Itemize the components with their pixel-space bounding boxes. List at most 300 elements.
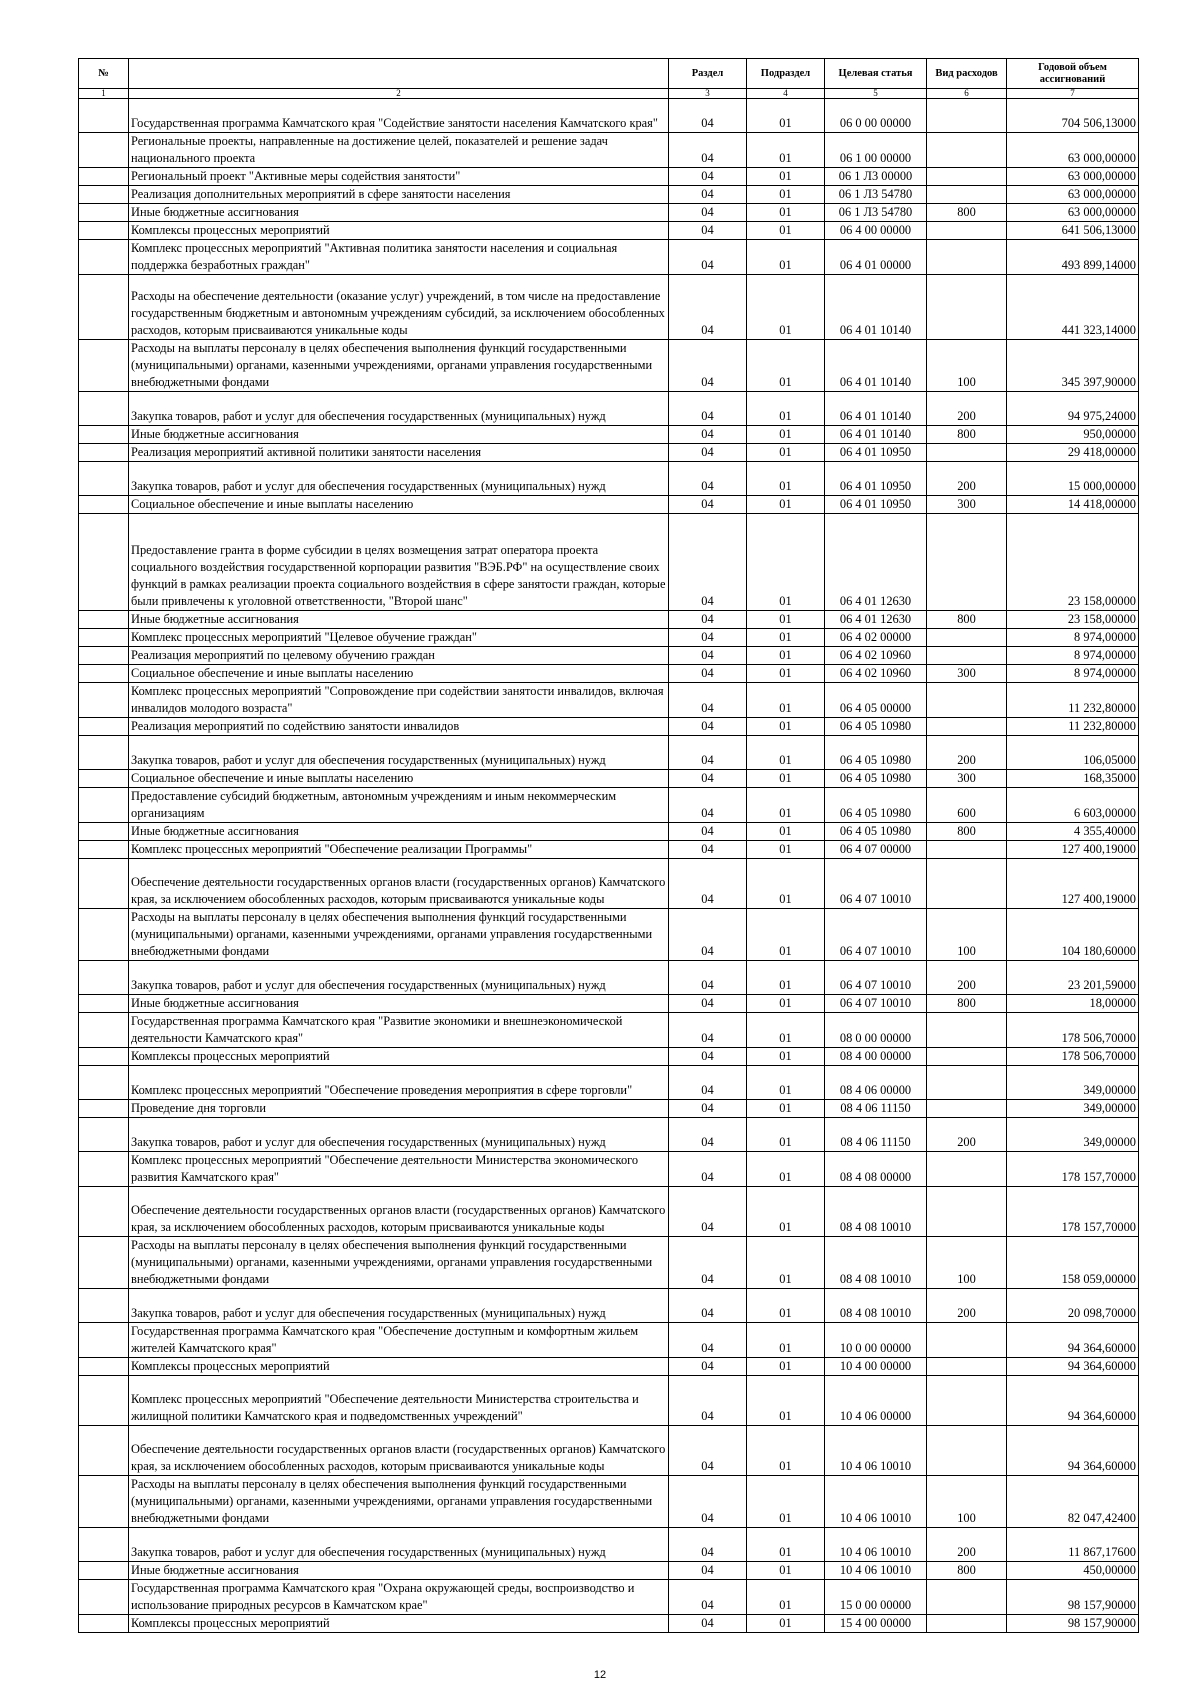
col-number-1: 1 [79, 89, 129, 99]
annual-volume-cell: 168,35000 [1007, 770, 1139, 788]
budget-allocation-table [78, 58, 1139, 1633]
table-row [79, 1376, 1139, 1426]
row-number-cell [79, 1323, 129, 1358]
podrazdel-cell: 01 [747, 665, 825, 683]
annual-volume-cell: 11 867,17600 [1007, 1528, 1139, 1562]
expense-type-cell [927, 1100, 1007, 1118]
col-number-3: 3 [669, 89, 747, 99]
row-number-cell [79, 1562, 129, 1580]
expense-type-cell [927, 168, 1007, 186]
col-number-2: 2 [129, 89, 669, 99]
razdel-cell: 04 [669, 995, 747, 1013]
row-number-cell [79, 1118, 129, 1152]
item-name-cell: Государственная программа Камчатского края "Развитие экономики и внешнеэкономической деятельности Камчатского края" [129, 1013, 669, 1048]
razdel-cell: 04 [669, 1376, 747, 1426]
table-row [79, 496, 1139, 514]
row-number-cell [79, 718, 129, 736]
row-number-cell [79, 683, 129, 718]
expense-type-cell [927, 514, 1007, 611]
annual-volume-cell: 63 000,00000 [1007, 204, 1139, 222]
item-name-cell: Обеспечение деятельности государственных органов власти (государственных органов) Камчатского края, за исключением обособленных расходов, которым присваиваются уникальные коды [129, 859, 669, 909]
item-name-cell: Расходы на выплаты персоналу в целях обеспечения выполнения функций государственными (муниципальными) органами, казенными учреждениями, органами управления государственными внебюджетными фондами [129, 1237, 669, 1289]
row-number-cell [79, 841, 129, 859]
podrazdel-cell: 01 [747, 1323, 825, 1358]
row-number-cell [79, 1580, 129, 1615]
expense-type-cell [927, 629, 1007, 647]
podrazdel-cell: 01 [747, 1237, 825, 1289]
podrazdel-cell: 01 [747, 186, 825, 204]
annual-volume-cell: 8 974,00000 [1007, 647, 1139, 665]
razdel-cell: 04 [669, 961, 747, 995]
item-name-cell: Иные бюджетные ассигнования [129, 611, 669, 629]
annual-volume-cell: 704 506,13000 [1007, 99, 1139, 133]
item-name-cell: Комплекс процессных мероприятий "Сопровождение при содействии занятости инвалидов, включая инвалидов молодого возраста" [129, 683, 669, 718]
annual-volume-cell: 94 364,60000 [1007, 1426, 1139, 1476]
row-number-cell [79, 961, 129, 995]
podrazdel-cell: 01 [747, 222, 825, 240]
item-name-cell: Закупка товаров, работ и услуг для обеспечения государственных (муниципальных) нужд [129, 961, 669, 995]
item-name-cell: Комплекс процессных мероприятий "Активная политика занятости населения и социальная поддержка безработных граждан" [129, 240, 669, 275]
item-name-cell: Комплекс процессных мероприятий "Обеспечение проведения мероприятия в сфере торговли" [129, 1066, 669, 1100]
razdel-cell: 04 [669, 788, 747, 823]
item-name-cell: Расходы на выплаты персоналу в целях обеспечения выполнения функций государственными (муниципальными) органами, казенными учреждениями, органами управления государственными внебюджетными фондами [129, 909, 669, 961]
table-row [79, 1615, 1139, 1633]
row-number-cell [79, 788, 129, 823]
item-name-cell: Государственная программа Камчатского края "Обеспечение доступным и комфортным жильем жителей Камчатского края" [129, 1323, 669, 1358]
annual-volume-cell: 94 364,60000 [1007, 1376, 1139, 1426]
table-row [79, 961, 1139, 995]
target-article-cell: 06 4 01 10950 [825, 496, 927, 514]
target-article-cell: 10 4 06 10010 [825, 1562, 927, 1580]
razdel-cell: 04 [669, 1013, 747, 1048]
item-name-cell: Комплексы процессных мероприятий [129, 1615, 669, 1633]
expense-type-cell [927, 1580, 1007, 1615]
expense-type-cell: 800 [927, 823, 1007, 841]
table-row [79, 133, 1139, 168]
table-row [79, 1528, 1139, 1562]
razdel-cell: 04 [669, 1476, 747, 1528]
item-name-cell: Расходы на выплаты персоналу в целях обеспечения выполнения функций государственными (муниципальными) органами, казенными учреждениями, органами управления государственными внебюджетными фондами [129, 340, 669, 392]
target-article-cell: 10 4 06 10010 [825, 1426, 927, 1476]
table-row [79, 1187, 1139, 1237]
podrazdel-cell: 01 [747, 629, 825, 647]
item-name-cell: Проведение дня торговли [129, 1100, 669, 1118]
podrazdel-cell: 01 [747, 1048, 825, 1066]
target-article-cell: 08 4 08 10010 [825, 1187, 927, 1237]
target-article-cell: 08 0 00 00000 [825, 1013, 927, 1048]
target-article-cell: 06 4 05 10980 [825, 718, 927, 736]
annual-volume-cell: 23 158,00000 [1007, 611, 1139, 629]
table-row [79, 909, 1139, 961]
row-number-cell [79, 204, 129, 222]
expense-type-cell [927, 683, 1007, 718]
podrazdel-cell: 01 [747, 462, 825, 496]
razdel-cell: 04 [669, 1237, 747, 1289]
item-name-cell: Закупка товаров, работ и услуг для обеспечения государственных (муниципальных) нужд [129, 736, 669, 770]
item-name-cell: Комплексы процессных мероприятий [129, 1048, 669, 1066]
target-article-cell: 06 4 07 10010 [825, 995, 927, 1013]
row-number-cell [79, 1476, 129, 1528]
razdel-cell: 04 [669, 275, 747, 340]
row-number-cell [79, 1376, 129, 1426]
annual-volume-cell: 82 047,42400 [1007, 1476, 1139, 1528]
item-name-cell: Иные бюджетные ассигнования [129, 204, 669, 222]
row-number-cell [79, 995, 129, 1013]
target-article-cell: 10 4 06 10010 [825, 1528, 927, 1562]
expense-type-cell [927, 647, 1007, 665]
item-name-cell: Иные бюджетные ассигнования [129, 823, 669, 841]
target-article-cell: 06 4 01 10140 [825, 426, 927, 444]
podrazdel-cell: 01 [747, 168, 825, 186]
row-number-cell [79, 1048, 129, 1066]
table-row [79, 718, 1139, 736]
annual-volume-cell: 23 158,00000 [1007, 514, 1139, 611]
razdel-cell: 04 [669, 1048, 747, 1066]
target-article-cell: 06 4 07 00000 [825, 841, 927, 859]
podrazdel-cell: 01 [747, 718, 825, 736]
row-number-cell [79, 629, 129, 647]
target-article-cell: 08 4 06 00000 [825, 1066, 927, 1100]
table-row [79, 823, 1139, 841]
expense-type-cell [927, 1048, 1007, 1066]
annual-volume-cell: 178 157,70000 [1007, 1187, 1139, 1237]
table-row [79, 392, 1139, 426]
item-name-cell: Региональный проект "Активные меры содействия занятости" [129, 168, 669, 186]
razdel-cell: 04 [669, 340, 747, 392]
target-article-cell: 06 4 01 10950 [825, 462, 927, 496]
item-name-cell: Обеспечение деятельности государственных органов власти (государственных органов) Камчатского края, за исключением обособленных расходов, которым присваиваются уникальные коды [129, 1426, 669, 1476]
expense-type-cell: 800 [927, 204, 1007, 222]
annual-volume-cell: 450,00000 [1007, 1562, 1139, 1580]
table-row [79, 168, 1139, 186]
razdel-cell: 04 [669, 1118, 747, 1152]
expense-type-cell [927, 1358, 1007, 1376]
expense-type-cell [927, 1013, 1007, 1048]
podrazdel-cell: 01 [747, 1476, 825, 1528]
podrazdel-cell: 01 [747, 426, 825, 444]
razdel-cell: 04 [669, 1580, 747, 1615]
razdel-cell: 04 [669, 1152, 747, 1187]
row-number-cell [79, 186, 129, 204]
annual-volume-cell: 63 000,00000 [1007, 168, 1139, 186]
table-row [79, 859, 1139, 909]
item-name-cell: Комплекс процессных мероприятий "Обеспечение реализации Программы" [129, 841, 669, 859]
row-number-cell [79, 647, 129, 665]
row-number-cell [79, 823, 129, 841]
annual-volume-cell: 106,05000 [1007, 736, 1139, 770]
annual-volume-cell: 63 000,00000 [1007, 133, 1139, 168]
item-name-cell: Комплексы процессных мероприятий [129, 1358, 669, 1376]
podrazdel-cell: 01 [747, 392, 825, 426]
razdel-cell: 04 [669, 99, 747, 133]
target-article-cell: 10 4 06 00000 [825, 1376, 927, 1426]
annual-volume-cell: 94 364,60000 [1007, 1358, 1139, 1376]
target-article-cell: 08 4 08 10010 [825, 1289, 927, 1323]
col-number-4: 4 [747, 89, 825, 99]
item-name-cell: Государственная программа Камчатского края "Охрана окружающей среды, воспроизводство и использование природных ресурсов в Камчатском крае" [129, 1580, 669, 1615]
row-number-cell [79, 770, 129, 788]
razdel-cell: 04 [669, 611, 747, 629]
row-number-cell [79, 1187, 129, 1237]
podrazdel-cell: 01 [747, 340, 825, 392]
podrazdel-cell: 01 [747, 1528, 825, 1562]
target-article-cell: 06 4 07 10010 [825, 859, 927, 909]
row-number-cell [79, 426, 129, 444]
table-row [79, 1562, 1139, 1580]
annual-volume-cell: 15 000,00000 [1007, 462, 1139, 496]
podrazdel-cell: 01 [747, 1615, 825, 1633]
target-article-cell: 06 4 05 10980 [825, 788, 927, 823]
annual-volume-cell: 345 397,90000 [1007, 340, 1139, 392]
item-name-cell: Комплексы процессных мероприятий [129, 222, 669, 240]
expense-type-cell: 200 [927, 961, 1007, 995]
target-article-cell: 06 4 01 10950 [825, 444, 927, 462]
table-body [79, 99, 1139, 1633]
razdel-cell: 04 [669, 168, 747, 186]
razdel-cell: 04 [669, 444, 747, 462]
row-number-cell [79, 496, 129, 514]
table-row [79, 683, 1139, 718]
target-article-cell: 06 4 07 10010 [825, 909, 927, 961]
expense-type-cell [927, 133, 1007, 168]
table-row [79, 1323, 1139, 1358]
col-header-podrazdel: Подраздел [747, 59, 825, 89]
expense-type-cell [927, 859, 1007, 909]
annual-volume-cell: 98 157,90000 [1007, 1615, 1139, 1633]
podrazdel-cell: 01 [747, 1013, 825, 1048]
row-number-cell [79, 909, 129, 961]
expense-type-cell [927, 841, 1007, 859]
target-article-cell: 10 0 00 00000 [825, 1323, 927, 1358]
target-article-cell: 06 4 00 00000 [825, 222, 927, 240]
row-number-cell [79, 340, 129, 392]
item-name-cell: Расходы на выплаты персоналу в целях обеспечения выполнения функций государственными (муниципальными) органами, казенными учреждениями, органами управления государственными внебюджетными фондами [129, 1476, 669, 1528]
col-header-target-article: Целевая статья [825, 59, 927, 89]
table-row [79, 995, 1139, 1013]
row-number-cell [79, 859, 129, 909]
podrazdel-cell: 01 [747, 1562, 825, 1580]
row-number-cell [79, 1289, 129, 1323]
target-article-cell: 06 4 02 10960 [825, 647, 927, 665]
row-number-cell [79, 1358, 129, 1376]
table-row [79, 99, 1139, 133]
annual-volume-cell: 641 506,13000 [1007, 222, 1139, 240]
item-name-cell: Комплекс процессных мероприятий "Целевое обучение граждан" [129, 629, 669, 647]
expense-type-cell: 200 [927, 1289, 1007, 1323]
annual-volume-cell: 104 180,60000 [1007, 909, 1139, 961]
row-number-cell [79, 1237, 129, 1289]
expense-type-cell [927, 444, 1007, 462]
item-name-cell: Реализация мероприятий по содействию занятости инвалидов [129, 718, 669, 736]
annual-volume-cell: 349,00000 [1007, 1066, 1139, 1100]
header-row [79, 59, 1139, 89]
table-row [79, 1013, 1139, 1048]
podrazdel-cell: 01 [747, 647, 825, 665]
table-row [79, 1289, 1139, 1323]
annual-volume-cell: 349,00000 [1007, 1100, 1139, 1118]
razdel-cell: 04 [669, 841, 747, 859]
item-name-cell: Предоставление субсидий бюджетным, автономным учреждениям и иным некоммерческим организациям [129, 788, 669, 823]
podrazdel-cell: 01 [747, 1187, 825, 1237]
razdel-cell: 04 [669, 770, 747, 788]
podrazdel-cell: 01 [747, 99, 825, 133]
item-name-cell: Расходы на обеспечение деятельности (оказание услуг) учреждений, в том числе на предоставление государственным бюджетным и автономным учреждениям субсидий, за исключением обособленных расходов, которым присваиваются уникальные коды [129, 275, 669, 340]
target-article-cell: 06 1 Л3 54780 [825, 186, 927, 204]
podrazdel-cell: 01 [747, 514, 825, 611]
podrazdel-cell: 01 [747, 1152, 825, 1187]
item-name-cell: Реализация мероприятий активной политики занятости населения [129, 444, 669, 462]
podrazdel-cell: 01 [747, 1580, 825, 1615]
razdel-cell: 04 [669, 514, 747, 611]
item-name-cell: Социальное обеспечение и иные выплаты населению [129, 496, 669, 514]
item-name-cell: Закупка товаров, работ и услуг для обеспечения государственных (муниципальных) нужд [129, 462, 669, 496]
razdel-cell: 04 [669, 683, 747, 718]
annual-volume-cell: 178 506,70000 [1007, 1013, 1139, 1048]
table-row [79, 462, 1139, 496]
expense-type-cell: 800 [927, 1562, 1007, 1580]
row-number-cell [79, 665, 129, 683]
table-row [79, 1580, 1139, 1615]
target-article-cell: 06 4 02 10960 [825, 665, 927, 683]
razdel-cell: 04 [669, 1358, 747, 1376]
podrazdel-cell: 01 [747, 841, 825, 859]
expense-type-cell [927, 240, 1007, 275]
target-article-cell: 06 4 05 10980 [825, 823, 927, 841]
item-name-cell: Иные бюджетные ассигнования [129, 995, 669, 1013]
item-name-cell: Закупка товаров, работ и услуг для обеспечения государственных (муниципальных) нужд [129, 392, 669, 426]
row-number-cell [79, 275, 129, 340]
target-article-cell: 06 1 Л3 54780 [825, 204, 927, 222]
row-number-cell [79, 514, 129, 611]
col-number-6: 6 [927, 89, 1007, 99]
target-article-cell: 06 4 05 10980 [825, 736, 927, 770]
annual-volume-cell: 4 355,40000 [1007, 823, 1139, 841]
target-article-cell: 06 4 01 10140 [825, 392, 927, 426]
target-article-cell: 10 4 06 10010 [825, 1476, 927, 1528]
table-row [79, 514, 1139, 611]
razdel-cell: 04 [669, 1562, 747, 1580]
annual-volume-cell: 94 364,60000 [1007, 1323, 1139, 1358]
razdel-cell: 04 [669, 1615, 747, 1633]
row-number-cell [79, 1426, 129, 1476]
row-number-cell [79, 133, 129, 168]
table-row [79, 340, 1139, 392]
target-article-cell: 06 4 01 12630 [825, 514, 927, 611]
razdel-cell: 04 [669, 718, 747, 736]
col-number-5: 5 [825, 89, 927, 99]
expense-type-cell [927, 1426, 1007, 1476]
annual-volume-cell: 349,00000 [1007, 1118, 1139, 1152]
razdel-cell: 04 [669, 133, 747, 168]
row-number-cell [79, 1615, 129, 1633]
item-name-cell: Комплекс процессных мероприятий "Обеспечение деятельности Министерства экономического развития Камчатского края" [129, 1152, 669, 1187]
table-row [79, 841, 1139, 859]
podrazdel-cell: 01 [747, 859, 825, 909]
razdel-cell: 04 [669, 909, 747, 961]
table-row [79, 426, 1139, 444]
expense-type-cell: 800 [927, 995, 1007, 1013]
target-article-cell: 15 0 00 00000 [825, 1580, 927, 1615]
item-name-cell: Закупка товаров, работ и услуг для обеспечения государственных (муниципальных) нужд [129, 1118, 669, 1152]
expense-type-cell: 200 [927, 392, 1007, 426]
expense-type-cell: 100 [927, 1237, 1007, 1289]
table-row [79, 1152, 1139, 1187]
table-row [79, 788, 1139, 823]
row-number-cell [79, 736, 129, 770]
razdel-cell: 04 [669, 1100, 747, 1118]
podrazdel-cell: 01 [747, 240, 825, 275]
podrazdel-cell: 01 [747, 995, 825, 1013]
page-number: 12 [593, 1669, 607, 1681]
row-number-cell [79, 392, 129, 426]
item-name-cell: Социальное обеспечение и иные выплаты населению [129, 770, 669, 788]
razdel-cell: 04 [669, 1066, 747, 1100]
table-row [79, 1118, 1139, 1152]
target-article-cell: 08 4 06 11150 [825, 1118, 927, 1152]
expense-type-cell [927, 1376, 1007, 1426]
podrazdel-cell: 01 [747, 823, 825, 841]
annual-volume-cell: 63 000,00000 [1007, 186, 1139, 204]
table-row [79, 1426, 1139, 1476]
podrazdel-cell: 01 [747, 204, 825, 222]
razdel-cell: 04 [669, 823, 747, 841]
item-name-cell: Закупка товаров, работ и услуг для обеспечения государственных (муниципальных) нужд [129, 1289, 669, 1323]
table-row [79, 736, 1139, 770]
target-article-cell: 06 4 02 00000 [825, 629, 927, 647]
table-row [79, 186, 1139, 204]
table-row [79, 1100, 1139, 1118]
annual-volume-cell: 94 975,24000 [1007, 392, 1139, 426]
target-article-cell: 15 4 00 00000 [825, 1615, 927, 1633]
table-row [79, 204, 1139, 222]
col-header-razdel: Раздел [669, 59, 747, 89]
podrazdel-cell: 01 [747, 444, 825, 462]
annual-volume-cell: 11 232,80000 [1007, 718, 1139, 736]
row-number-cell [79, 1100, 129, 1118]
target-article-cell: 06 4 01 10140 [825, 275, 927, 340]
table-row [79, 611, 1139, 629]
annual-volume-cell: 8 974,00000 [1007, 629, 1139, 647]
annual-volume-cell: 493 899,14000 [1007, 240, 1139, 275]
razdel-cell: 04 [669, 222, 747, 240]
podrazdel-cell: 01 [747, 909, 825, 961]
item-name-cell: Реализация мероприятий по целевому обучению граждан [129, 647, 669, 665]
razdel-cell: 04 [669, 426, 747, 444]
table-row [79, 444, 1139, 462]
podrazdel-cell: 01 [747, 736, 825, 770]
table-row [79, 770, 1139, 788]
razdel-cell: 04 [669, 859, 747, 909]
row-number-cell [79, 99, 129, 133]
target-article-cell: 06 1 00 00000 [825, 133, 927, 168]
podrazdel-cell: 01 [747, 133, 825, 168]
target-article-cell: 08 4 08 10010 [825, 1237, 927, 1289]
annual-volume-cell: 29 418,00000 [1007, 444, 1139, 462]
item-name-cell: Государственная программа Камчатского края "Содействие занятости населения Камчатского края" [129, 99, 669, 133]
column-number-row [79, 89, 1139, 99]
annual-volume-cell: 14 418,00000 [1007, 496, 1139, 514]
podrazdel-cell: 01 [747, 1066, 825, 1100]
annual-volume-cell: 158 059,00000 [1007, 1237, 1139, 1289]
col-header-expense-type: Вид расходов [927, 59, 1007, 89]
razdel-cell: 04 [669, 462, 747, 496]
annual-volume-cell: 178 506,70000 [1007, 1048, 1139, 1066]
item-name-cell: Комплекс процессных мероприятий "Обеспечение деятельности Министерства строительства и жилищной политики Камчатского края и подведомственных учреждений" [129, 1376, 669, 1426]
podrazdel-cell: 01 [747, 1289, 825, 1323]
annual-volume-cell: 127 400,19000 [1007, 859, 1139, 909]
row-number-cell [79, 462, 129, 496]
razdel-cell: 04 [669, 629, 747, 647]
